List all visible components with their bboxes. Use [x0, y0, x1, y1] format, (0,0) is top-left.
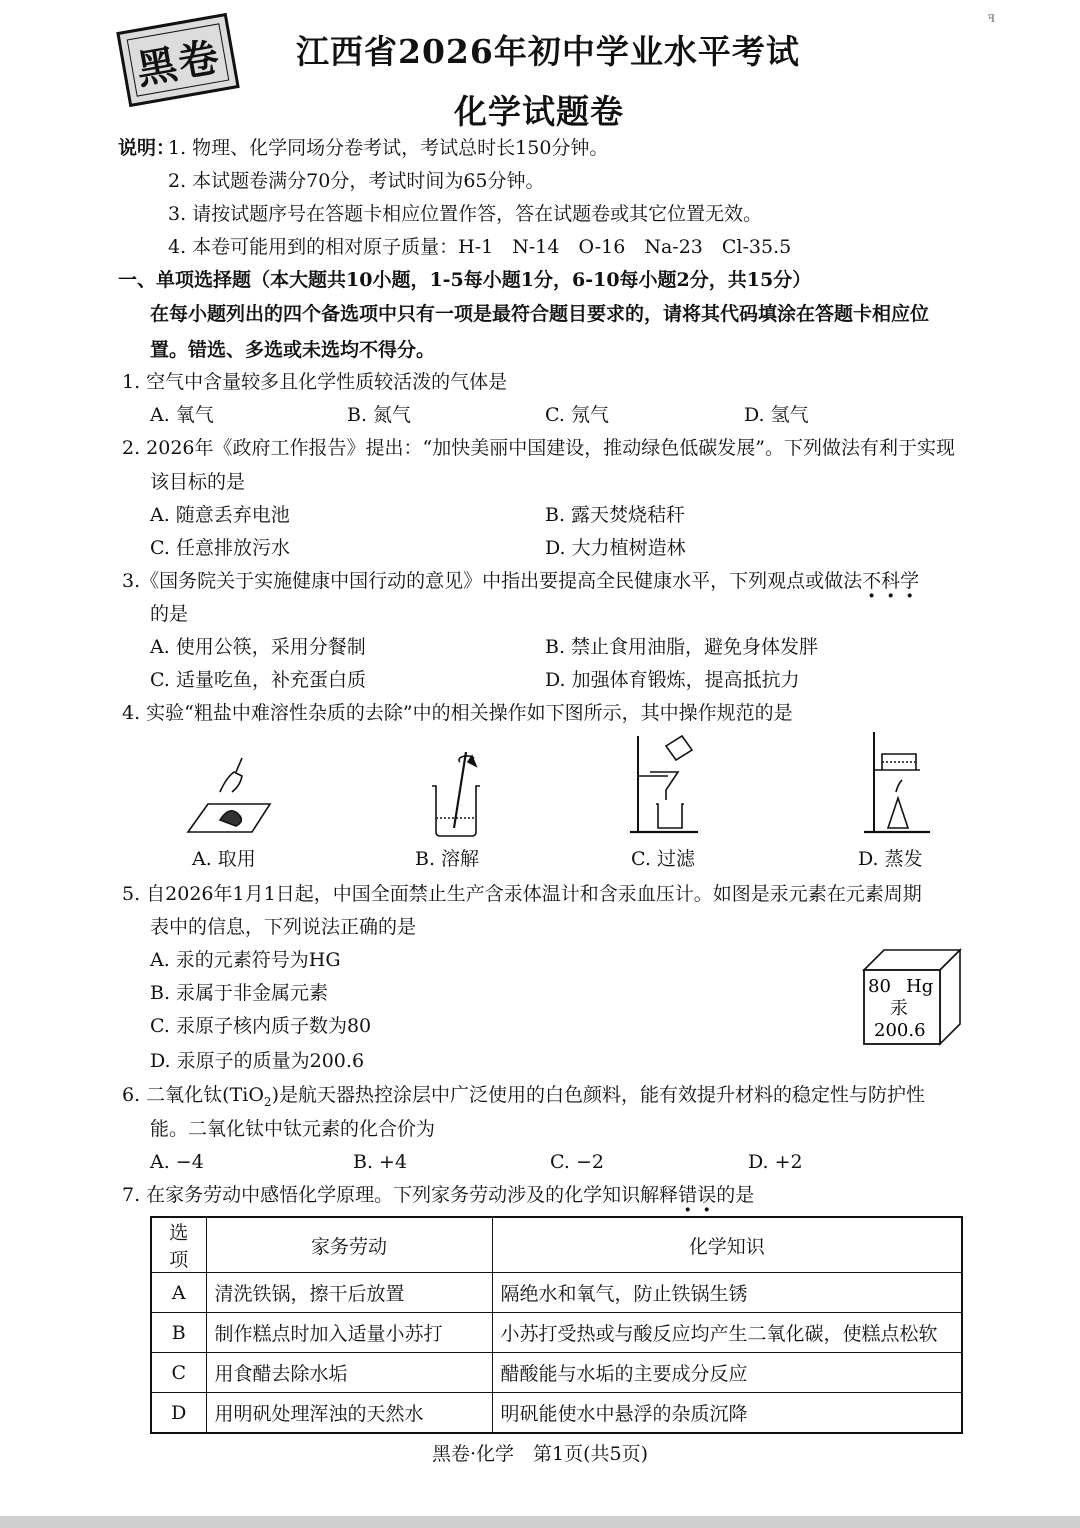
- q6-option-a: A. −4: [150, 1151, 204, 1173]
- exam-badge: [116, 13, 239, 107]
- table-cell-knowledge: 小苏打受热或与酸反应均产生二氧化碳，使糕点松软: [492, 1313, 962, 1353]
- q3-option-b: B. 禁止食用油脂，避免身体发胖: [545, 636, 819, 658]
- instruction-3: 3. 请按试题序号在答题卡相应位置作答，答在试题卷或其它位置无效。: [168, 203, 763, 225]
- q3-stem-line2: 的是: [150, 603, 189, 625]
- q1-option-b: B. 氮气: [347, 404, 412, 426]
- instruction-2: 2. 本试题卷满分70分，考试时间为65分钟。: [168, 170, 545, 192]
- table-cell-chore: 用明矾处理浑浊的天然水: [206, 1393, 492, 1434]
- element-name: 汞: [890, 998, 908, 1019]
- table-cell-knowledge: 明矾能使水中悬浮的杂质沉降: [492, 1393, 962, 1434]
- q3-option-c: C. 适量吃鱼，补充蛋白质: [150, 669, 366, 691]
- table-row: [151, 1353, 962, 1393]
- figure-c-filtering: [630, 736, 698, 832]
- q6-subscript: 2: [263, 1094, 272, 1109]
- corner-mark: ꟻ: [988, 14, 995, 25]
- q4-label-a: A. 取用: [192, 848, 256, 870]
- q7-stem-pre: 7. 在家务劳动中感悟化学原理。下列家务劳动涉及的化学知识解释: [122, 1184, 679, 1206]
- q7-stem: [122, 1183, 754, 1207]
- table-cell-chore: 清洗铁锅，擦干后放置: [206, 1273, 492, 1313]
- q4-label-d: D. 蒸发: [858, 848, 923, 870]
- table-row: [151, 1273, 962, 1313]
- table-header-option: 选项: [151, 1217, 206, 1273]
- q7-emphasis-2: 误: [697, 1184, 717, 1206]
- q4-label-b: B. 溶解: [415, 848, 480, 870]
- q3-emphasis-3: 学: [900, 570, 920, 592]
- page-footer: 黑卷·化学 第1页(共5页): [431, 1443, 649, 1465]
- table-cell-option: A: [151, 1273, 206, 1313]
- q4-figures: [180, 732, 980, 842]
- exam-subtitle: 化学试题卷: [454, 92, 624, 131]
- q4-stem: 4. 实验“粗盐中难溶性杂质的去除”中的相关操作如下图所示，其中操作规范的是: [122, 702, 793, 724]
- element-symbol: Hg: [906, 976, 934, 997]
- q3-option-d: D. 加强体育锻炼，提高抵抗力: [545, 669, 800, 691]
- mercury-element-card: [860, 946, 964, 1048]
- table-cell-option: B: [151, 1313, 206, 1353]
- element-number: 80: [868, 976, 891, 997]
- table-cell-option: D: [151, 1393, 206, 1434]
- q6-option-c: C. −2: [550, 1151, 604, 1173]
- q5-stem-line2: 表中的信息，下列说法正确的是: [150, 916, 417, 938]
- instruction-1: 1. 物理、化学同场分卷考试，考试总时长150分钟。: [168, 137, 609, 159]
- q3-stem-text: 3.《国务院关于实施健康中国行动的意见》中指出要提高全民健康水平，下列观点或做法: [122, 570, 863, 592]
- q2-option-b: B. 露天焚烧秸秆: [545, 504, 686, 526]
- q3-option-a: A. 使用公筷，采用分餐制: [150, 636, 366, 658]
- q5-option-a: A. 汞的元素符号为HG: [150, 949, 341, 971]
- q6-stem-line1: [122, 1083, 925, 1114]
- table-row: [151, 1313, 962, 1353]
- table-header-chore: 家务劳动: [206, 1217, 492, 1273]
- section1-instruction-line2: 置。错选、多选或未选均不得分。: [150, 339, 436, 361]
- instructions-label: 说明：: [118, 137, 176, 159]
- table-cell-knowledge: 隔绝水和氧气，防止铁锅生锈: [492, 1273, 962, 1313]
- q5-option-b: B. 汞属于非金属元素: [150, 982, 329, 1004]
- q1-option-d: D. 氢气: [744, 404, 809, 426]
- q2-stem-line1: 2. 2026年《政府工作报告》提出：“加快美丽中国建设，推动绿色低碳发展”。下列做法有利于实现: [122, 437, 955, 459]
- q5-option-c: C. 汞原子核内质子数为80: [150, 1015, 372, 1037]
- q2-option-a: A. 随意丢弃电池: [150, 504, 290, 526]
- q6-stem-post: )是航天器热控涂层中广泛使用的白色颜料，能有效提升材料的稳定性与防护性: [271, 1084, 925, 1106]
- badge-text: 黑卷: [133, 32, 224, 94]
- instruction-4: 4. 本卷可能用到的相对原子质量：H-1 N-14 O-16 Na-23 Cl-35.5: [168, 236, 792, 258]
- section1-instruction-line1: 在每小题列出的四个备选项中只有一项是最符合题目要求的，请将其代码填涂在答题卡相应位: [150, 303, 930, 325]
- q2-stem-line2: 该目标的是: [150, 471, 246, 493]
- q4-label-c: C. 过滤: [631, 848, 695, 870]
- q6-option-b: B. +4: [353, 1151, 408, 1173]
- q2-option-c: C. 任意排放污水: [150, 537, 290, 559]
- q7-emphasis-1: 错: [678, 1184, 698, 1206]
- bottom-edge: [0, 1516, 1080, 1528]
- q1-stem: 1. 空气中含量较多且化学性质较活泼的气体是: [122, 371, 508, 393]
- q1-option-a: A. 氧气: [150, 404, 214, 426]
- figure-b-dissolving: [432, 752, 480, 836]
- q6-option-d: D. +2: [748, 1151, 803, 1173]
- table-row: [151, 1393, 962, 1434]
- q6-stem-pre: 6. 二氧化钛(TiO: [122, 1084, 264, 1106]
- element-mass: 200.6: [874, 1020, 926, 1041]
- table-header-row: [151, 1217, 962, 1273]
- table-header-knowledge: 化学知识: [492, 1217, 962, 1273]
- figure-d-evaporating: [864, 732, 930, 832]
- table-cell-chore: 制作糕点时加入适量小苏打: [206, 1313, 492, 1353]
- q3-emphasis-2: 科: [881, 570, 901, 592]
- q7-stem-post: 的是: [716, 1184, 755, 1206]
- q5-option-d: D. 汞原子的质量为200.6: [150, 1050, 365, 1072]
- table-cell-option: C: [151, 1353, 206, 1393]
- table-cell-chore: 用食醋去除水垢: [206, 1353, 492, 1393]
- q3-emphasis-1: 不: [862, 570, 882, 592]
- exam-title: 江西省2026年初中学业水平考试: [296, 32, 800, 71]
- q1-option-c: C. 氖气: [545, 404, 609, 426]
- q5-stem-line1: 5. 自2026年1月1日起，中国全面禁止生产含汞体温计和含汞血压计。如图是汞元素在元素周期: [122, 883, 922, 905]
- table-cell-knowledge: 醋酸能与水垢的主要成分反应: [492, 1353, 962, 1393]
- section1-heading: 一、单项选择题（本大题共10小题，1-5每小题1分，6-10每小题2分，共15分）: [118, 269, 812, 291]
- q7-table: [150, 1216, 963, 1434]
- q3-stem-line1: [122, 569, 919, 593]
- figure-a-taking-salt: [188, 758, 270, 832]
- q2-option-d: D. 大力植树造林: [545, 537, 686, 559]
- q6-stem-line2: 能。二氧化钛中钛元素的化合价为: [150, 1118, 436, 1140]
